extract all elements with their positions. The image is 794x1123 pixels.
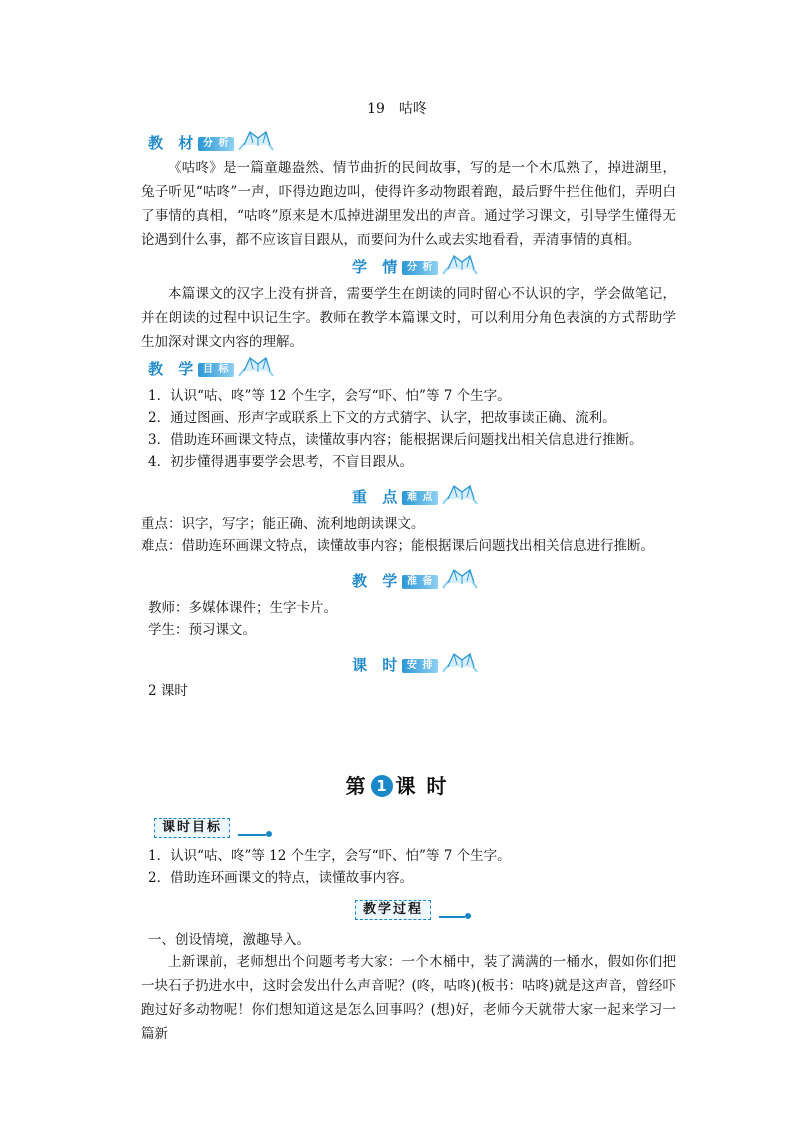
- heading-main: 学 情: [352, 258, 403, 276]
- zhongdian-item: 重点：识字，写字；能正确、流利地朗读课文。: [141, 516, 425, 532]
- keshi-mubiao-label-box: [154, 818, 274, 838]
- heading-sub: 目 标: [198, 363, 234, 377]
- jiaoxue-guocheng-label-box: [355, 900, 475, 920]
- mubiao-item: 4．初步懂得遇事要学会思考，不盲目跟从。: [148, 454, 414, 470]
- zhunbei-teacher: 教师：多媒体课件；生字卡片。: [148, 600, 337, 616]
- guocheng-paragraph: 上新课前，老师想出个问题考考大家：一个木桶中，装了满满的一桶水，假如你们把一块石子扔进水中，这时会发出什么声音呢？(咚，咕咚)(板书：咕咚)就是这声音，曾经吓跑过好多动物呢！你们想知道这是怎么回事吗？(想)好，老师今天就带大家一起来学习一篇新: [141, 954, 676, 1042]
- keshi-mubiao-item: 2．借助连环画课文的特点，读懂故事内容。: [148, 870, 414, 886]
- label-underline: [238, 834, 266, 836]
- heading-sub: 难 点: [402, 491, 438, 505]
- heading-jiaoxue-mubiao: [148, 354, 278, 384]
- lesson-post: 课 时: [395, 774, 449, 798]
- xueqing-text: 本篇课文的汉字上没有拼音，需要学生在朗读的同时留心不认识的字，学会做笔记，并在朗读的过程中识记生字。教师在教学本篇课文时，可以利用分角色表演的方式帮助学生加深对课文内容的理解。: [141, 286, 676, 350]
- heading-zhongdian-nandian: [352, 482, 482, 512]
- mubiao-item: 1．认识“咕、咚”等 12 个生字，会写“吓、怕”等 7 个生字。: [148, 388, 511, 404]
- heading-main: 教 材: [148, 134, 199, 152]
- mubiao-item: 3．借助连环画课文特点，读懂故事内容；能根据课后问题找出相关信息进行推断。: [148, 432, 643, 448]
- heading-main: 课 时: [352, 656, 403, 674]
- keshi-count: 2 课时: [148, 683, 188, 699]
- label-underline: [439, 916, 465, 918]
- heading-jiaocai-fenxi: [148, 128, 278, 158]
- label-dot: [266, 831, 272, 837]
- book-scroll-icon: [440, 650, 480, 678]
- heading-sub: 分 析: [402, 261, 438, 275]
- nandian-item: 难点：借助连环画课文特点，读懂故事内容；能根据课后问题找出相关信息进行推断。: [141, 538, 654, 554]
- book-scroll-icon: [440, 482, 480, 510]
- heading-main: 教 学: [352, 572, 403, 590]
- book-scroll-icon: [440, 252, 480, 280]
- heading-sub: 安 排: [402, 659, 438, 673]
- heading-sub: 分 析: [198, 137, 234, 151]
- jiaoxue-guocheng-label: 教学过程: [355, 900, 431, 920]
- heading-main: 教 学: [148, 360, 199, 378]
- heading-sub: 准 备: [402, 575, 438, 589]
- book-scroll-icon: [236, 128, 276, 156]
- mubiao-item: 2．通过图画、形声字或联系上下文的方式猜字、认字，把故事读正确、流利。: [148, 410, 616, 426]
- keshi-mubiao-item: 1．认识“咕、咚”等 12 个生字，会写“吓、怕”等 7 个生字。: [148, 848, 511, 864]
- lesson-heading: [0, 770, 794, 799]
- zhunbei-student: 学生：预习课文。: [148, 622, 256, 638]
- heading-xueqing-fenxi: [352, 252, 482, 282]
- book-scroll-icon: [440, 566, 480, 594]
- heading-main: 重 点: [352, 488, 403, 506]
- lesson-number-badge: 1: [371, 775, 393, 797]
- lesson-pre: 第: [345, 774, 368, 798]
- jiaocai-text: 《咕咚》是一篇童趣盎然、情节曲折的民间故事，写的是一个木瓜熟了，掉进湖里，兔子听见“咕咚”一声，吓得边跑边叫，使得许多动物跟着跑，最后野牛拦住他们，弄明白了事情的真相，“咕咚”原来是木瓜掉进湖里发出的声音。通过学习课文，引导学生懂得无论遇到什么事，都不应该盲目跟从，而要问为什么或去实地看看，弄清事情的真相。: [141, 160, 676, 248]
- label-dot: [465, 913, 471, 919]
- lesson-title: 19 咕咚: [367, 101, 427, 117]
- heading-jiaoxue-zhunbei: [352, 566, 482, 596]
- keshi-mubiao-label: 课时目标: [154, 818, 230, 838]
- guocheng-step-1: 一、创设情境，激趣导入。: [148, 932, 310, 948]
- book-scroll-icon: [236, 354, 276, 382]
- heading-keshi-anpai: [352, 650, 482, 680]
